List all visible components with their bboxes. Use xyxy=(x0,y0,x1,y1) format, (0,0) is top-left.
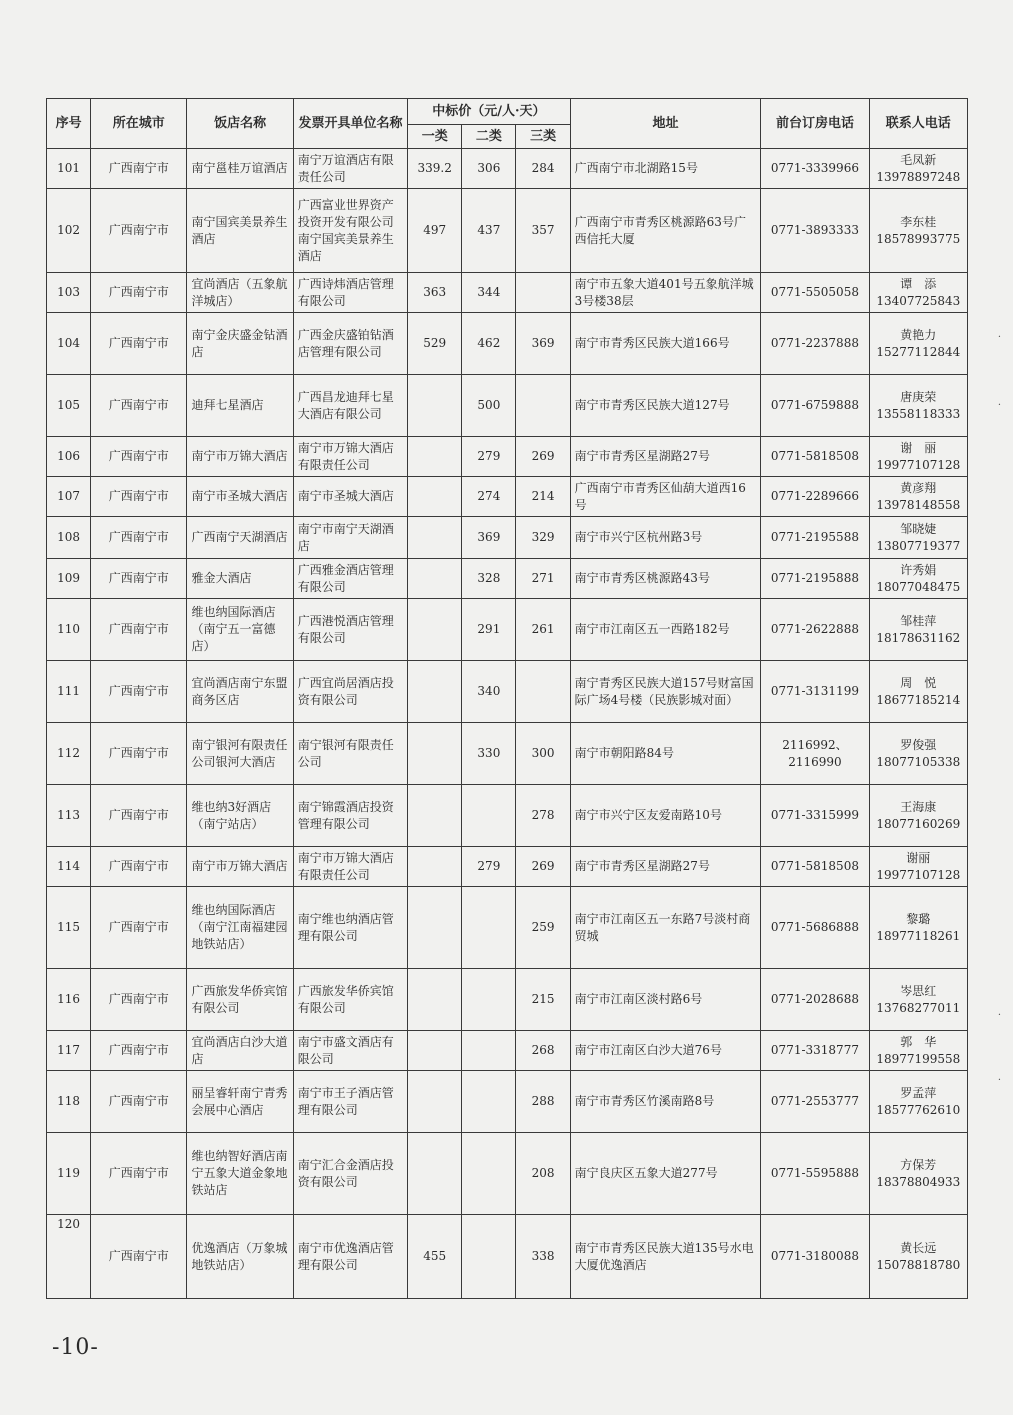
header-class1: 一类 xyxy=(408,125,462,149)
contact-phone: 18077048475 xyxy=(876,579,961,594)
row-front-desk-phone: 0771-5818508 xyxy=(761,847,869,887)
row-seq: 109 xyxy=(47,559,91,599)
row-contact xyxy=(869,1215,967,1299)
row-price-class2: 328 xyxy=(462,559,516,599)
row-price-class1 xyxy=(408,661,462,723)
row-address: 南宁市青秀区星湖路27号 xyxy=(570,847,761,887)
row-hotel-name: 南宁银河有限责任公司银河大酒店 xyxy=(187,723,293,785)
row-invoice-unit: 南宁汇合金酒店投资有限公司 xyxy=(293,1133,407,1215)
row-price-class2 xyxy=(462,887,516,969)
row-address: 南宁市江南区淡村路6号 xyxy=(570,969,761,1031)
row-seq: 120 xyxy=(47,1215,91,1299)
contact-phone: 13558118333 xyxy=(876,406,961,421)
row-hotel-name: 南宁市万锦大酒店 xyxy=(187,847,293,887)
row-front-desk-phone: 0771-3339966 xyxy=(761,149,869,189)
row-contact xyxy=(869,847,967,887)
contact-phone: 18178631162 xyxy=(876,630,961,645)
contact-name: 王海康 xyxy=(900,799,937,814)
table-row xyxy=(47,1031,968,1071)
row-city: 广西南宁市 xyxy=(91,559,187,599)
row-hotel-name: 雅金大酒店 xyxy=(187,559,293,599)
row-city: 广西南宁市 xyxy=(91,437,187,477)
row-price-class3: 357 xyxy=(516,189,570,273)
table-row xyxy=(47,661,968,723)
row-seq: 115 xyxy=(47,887,91,969)
row-hotel-name: 丽呈睿轩南宁青秀会展中心酒店 xyxy=(187,1071,293,1133)
row-hotel-name: 宜尚酒店白沙大道店 xyxy=(187,1031,293,1071)
contact-phone: 19977107128 xyxy=(876,867,961,882)
row-seq: 101 xyxy=(47,149,91,189)
row-address: 南宁市青秀区桃源路43号 xyxy=(570,559,761,599)
page-number: -10- xyxy=(52,1335,99,1360)
row-price-class1 xyxy=(408,375,462,437)
scan-speck: · xyxy=(997,400,1001,411)
row-price-class3 xyxy=(516,273,570,313)
contact-phone: 18077105338 xyxy=(876,754,961,769)
header-class3: 三类 xyxy=(516,125,570,149)
row-address: 南宁市青秀区民族大道127号 xyxy=(570,375,761,437)
row-invoice-unit: 南宁市万锦大酒店有限责任公司 xyxy=(293,847,407,887)
row-hotel-name: 南宁市万锦大酒店 xyxy=(187,437,293,477)
contact-phone: 18977199558 xyxy=(876,1051,961,1066)
row-price-class1 xyxy=(408,517,462,559)
row-front-desk-phone: 0771-2195888 xyxy=(761,559,869,599)
row-city: 广西南宁市 xyxy=(91,969,187,1031)
contact-name: 邹桂萍 xyxy=(900,613,937,628)
row-address: 广西南宁市青秀区桃源路63号广西信托大厦 xyxy=(570,189,761,273)
row-city: 广西南宁市 xyxy=(91,1215,187,1299)
row-contact xyxy=(869,785,967,847)
row-price-class2: 369 xyxy=(462,517,516,559)
row-address: 南宁市江南区五一东路7号淡村商贸城 xyxy=(570,887,761,969)
scan-speck: · xyxy=(997,332,1001,343)
row-price-class2: 291 xyxy=(462,599,516,661)
row-contact xyxy=(869,273,967,313)
row-price-class3: 215 xyxy=(516,969,570,1031)
row-contact xyxy=(869,887,967,969)
row-contact xyxy=(869,661,967,723)
row-invoice-unit: 广西金庆盛铂钻酒店管理有限公司 xyxy=(293,313,407,375)
row-price-class3: 284 xyxy=(516,149,570,189)
row-city: 广西南宁市 xyxy=(91,517,187,559)
contact-phone: 19977107128 xyxy=(876,457,961,472)
contact-phone: 18077160269 xyxy=(876,816,961,831)
contact-name: 岑思红 xyxy=(900,983,937,998)
header-front-desk-phone: 前台订房电话 xyxy=(761,99,869,149)
table-row xyxy=(47,785,968,847)
header-class2: 二类 xyxy=(462,125,516,149)
row-contact xyxy=(869,437,967,477)
row-invoice-unit: 广西昌龙迪拜七星大酒店有限公司 xyxy=(293,375,407,437)
row-price-class3: 214 xyxy=(516,477,570,517)
row-invoice-unit: 广西诗炜酒店管理有限公司 xyxy=(293,273,407,313)
row-city: 广西南宁市 xyxy=(91,723,187,785)
row-price-class1 xyxy=(408,969,462,1031)
row-seq: 114 xyxy=(47,847,91,887)
row-front-desk-phone: 0771-5505058 xyxy=(761,273,869,313)
row-front-desk-phone: 0771-5818508 xyxy=(761,437,869,477)
header-price-group: 中标价（元/人·天） xyxy=(408,99,571,125)
row-hotel-name: 维也纳智好酒店南宁五象大道金象地铁站店 xyxy=(187,1133,293,1215)
row-invoice-unit: 南宁维也纳酒店管理有限公司 xyxy=(293,887,407,969)
table-row xyxy=(47,375,968,437)
row-front-desk-phone: 0771-3315999 xyxy=(761,785,869,847)
row-contact xyxy=(869,477,967,517)
table-row xyxy=(47,149,968,189)
row-price-class3: 269 xyxy=(516,847,570,887)
contact-name: 谭 添 xyxy=(900,276,937,291)
row-price-class1 xyxy=(408,847,462,887)
table-row xyxy=(47,313,968,375)
row-front-desk-phone: 0771-2553777 xyxy=(761,1071,869,1133)
table-row xyxy=(47,599,968,661)
contact-phone: 18577762610 xyxy=(876,1102,961,1117)
row-price-class2: 500 xyxy=(462,375,516,437)
row-city: 广西南宁市 xyxy=(91,661,187,723)
table-row xyxy=(47,1071,968,1133)
row-invoice-unit: 广西港悦酒店管理有限公司 xyxy=(293,599,407,661)
row-hotel-name: 南宁金庆盛金钻酒店 xyxy=(187,313,293,375)
row-price-class3: 369 xyxy=(516,313,570,375)
row-price-class1: 363 xyxy=(408,273,462,313)
row-city: 广西南宁市 xyxy=(91,785,187,847)
row-price-class1 xyxy=(408,1071,462,1133)
table-body xyxy=(47,149,968,1299)
row-price-class2 xyxy=(462,1071,516,1133)
row-seq: 104 xyxy=(47,313,91,375)
contact-name: 黄艳力 xyxy=(900,327,937,342)
row-city: 广西南宁市 xyxy=(91,189,187,273)
row-address: 南宁市青秀区竹溪南路8号 xyxy=(570,1071,761,1133)
row-contact xyxy=(869,723,967,785)
row-seq: 111 xyxy=(47,661,91,723)
contact-name: 周 悦 xyxy=(900,675,937,690)
row-price-class2 xyxy=(462,969,516,1031)
row-price-class1: 497 xyxy=(408,189,462,273)
row-address: 南宁市江南区五一西路182号 xyxy=(570,599,761,661)
row-front-desk-phone: 0771-2289666 xyxy=(761,477,869,517)
row-price-class1 xyxy=(408,1031,462,1071)
row-front-desk-phone: 0771-2028688 xyxy=(761,969,869,1031)
row-city: 广西南宁市 xyxy=(91,887,187,969)
row-price-class3: 208 xyxy=(516,1133,570,1215)
row-city: 广西南宁市 xyxy=(91,273,187,313)
row-invoice-unit: 南宁市南宁天湖酒店 xyxy=(293,517,407,559)
row-contact xyxy=(869,969,967,1031)
row-front-desk-phone: 0771-2237888 xyxy=(761,313,869,375)
row-hotel-name: 南宁国宾美景养生酒店 xyxy=(187,189,293,273)
row-contact xyxy=(869,1031,967,1071)
row-address: 南宁市青秀区民族大道166号 xyxy=(570,313,761,375)
header-invoice-unit: 发票开具单位名称 xyxy=(293,99,407,149)
row-hotel-name: 南宁市圣城大酒店 xyxy=(187,477,293,517)
table-row xyxy=(47,437,968,477)
row-price-class2 xyxy=(462,1031,516,1071)
contact-phone: 18677185214 xyxy=(876,692,961,707)
table-row xyxy=(47,189,968,273)
header-hotel-name: 饭店名称 xyxy=(187,99,293,149)
row-address: 南宁良庆区五象大道277号 xyxy=(570,1133,761,1215)
row-price-class3: 259 xyxy=(516,887,570,969)
contact-phone: 18378804933 xyxy=(876,1174,961,1189)
contact-name: 毛凤新 xyxy=(900,152,937,167)
row-city: 广西南宁市 xyxy=(91,477,187,517)
hotel-price-table xyxy=(46,98,968,1299)
row-contact xyxy=(869,189,967,273)
contact-name: 邹晓婕 xyxy=(900,521,937,536)
row-invoice-unit: 广西雅金酒店管理有限公司 xyxy=(293,559,407,599)
row-price-class3: 329 xyxy=(516,517,570,559)
row-invoice-unit: 南宁市优逸酒店管理有限公司 xyxy=(293,1215,407,1299)
contact-name: 谢丽 xyxy=(906,850,931,865)
table-row xyxy=(47,1133,968,1215)
header-contact-phone: 联系人电话 xyxy=(869,99,967,149)
row-price-class3: 338 xyxy=(516,1215,570,1299)
table-row xyxy=(47,273,968,313)
row-address: 南宁青秀区民族大道157号财富国际广场4号楼（民族影城对面） xyxy=(570,661,761,723)
contact-name: 谢 丽 xyxy=(900,440,937,455)
row-price-class2: 279 xyxy=(462,437,516,477)
contact-name: 罗俊强 xyxy=(900,737,937,752)
row-price-class2: 306 xyxy=(462,149,516,189)
row-invoice-unit: 南宁市王子酒店管理有限公司 xyxy=(293,1071,407,1133)
contact-phone: 15277112844 xyxy=(876,344,961,359)
row-hotel-name: 广西南宁天湖酒店 xyxy=(187,517,293,559)
row-front-desk-phone: 0771-5595888 xyxy=(761,1133,869,1215)
row-invoice-unit: 广西富业世界资产投资开发有限公司南宁国宾美景养生酒店 xyxy=(293,189,407,273)
row-address: 南宁市五象大道401号五象航洋城3号楼38层 xyxy=(570,273,761,313)
row-hotel-name: 宜尚酒店（五象航洋城店） xyxy=(187,273,293,313)
row-price-class2: 330 xyxy=(462,723,516,785)
row-contact xyxy=(869,559,967,599)
row-invoice-unit: 南宁锦霞酒店投资管理有限公司 xyxy=(293,785,407,847)
header-seq: 序号 xyxy=(47,99,91,149)
row-front-desk-phone: 0771-2195588 xyxy=(761,517,869,559)
row-front-desk-phone: 0771-2622888 xyxy=(761,599,869,661)
row-seq: 103 xyxy=(47,273,91,313)
row-hotel-name: 广西旅发华侨宾馆有限公司 xyxy=(187,969,293,1031)
row-seq: 107 xyxy=(47,477,91,517)
row-price-class3: 300 xyxy=(516,723,570,785)
row-contact xyxy=(869,149,967,189)
header-city: 所在城市 xyxy=(91,99,187,149)
contact-name: 方保芳 xyxy=(900,1157,937,1172)
contact-name: 唐庚荣 xyxy=(900,389,937,404)
row-city: 广西南宁市 xyxy=(91,847,187,887)
row-hotel-name: 维也纳国际酒店（南宁五一富德店） xyxy=(187,599,293,661)
row-city: 广西南宁市 xyxy=(91,599,187,661)
row-price-class3: 269 xyxy=(516,437,570,477)
row-invoice-unit: 南宁市圣城大酒店 xyxy=(293,477,407,517)
row-address: 广西南宁市北湖路15号 xyxy=(570,149,761,189)
row-hotel-name: 南宁邕桂万谊酒店 xyxy=(187,149,293,189)
row-seq: 113 xyxy=(47,785,91,847)
row-price-class1 xyxy=(408,437,462,477)
table-row xyxy=(47,477,968,517)
row-price-class1 xyxy=(408,477,462,517)
row-price-class1: 339.2 xyxy=(408,149,462,189)
contact-name: 黄长远 xyxy=(900,1240,937,1255)
row-seq: 117 xyxy=(47,1031,91,1071)
header-address: 地址 xyxy=(570,99,761,149)
row-price-class2 xyxy=(462,785,516,847)
row-price-class1 xyxy=(408,599,462,661)
contact-name: 许秀娟 xyxy=(900,562,937,577)
row-price-class2: 279 xyxy=(462,847,516,887)
row-seq: 110 xyxy=(47,599,91,661)
contact-name: 郭 华 xyxy=(900,1034,937,1049)
row-hotel-name: 维也纳3好酒店（南宁站店） xyxy=(187,785,293,847)
row-front-desk-phone: 2116992、2116990 xyxy=(761,723,869,785)
contact-phone: 18578993775 xyxy=(876,231,961,246)
contact-phone: 15078818780 xyxy=(876,1257,961,1272)
row-address: 南宁市兴宁区杭州路3号 xyxy=(570,517,761,559)
table-row xyxy=(47,847,968,887)
row-seq: 108 xyxy=(47,517,91,559)
table-row xyxy=(47,969,968,1031)
row-price-class1 xyxy=(408,887,462,969)
row-price-class2: 344 xyxy=(462,273,516,313)
row-invoice-unit: 南宁市万锦大酒店有限责任公司 xyxy=(293,437,407,477)
row-price-class3: 268 xyxy=(516,1031,570,1071)
row-front-desk-phone: 0771-3893333 xyxy=(761,189,869,273)
row-price-class1 xyxy=(408,723,462,785)
row-address: 南宁市青秀区星湖路27号 xyxy=(570,437,761,477)
row-price-class2 xyxy=(462,1133,516,1215)
row-seq: 118 xyxy=(47,1071,91,1133)
row-front-desk-phone: 0771-3318777 xyxy=(761,1031,869,1071)
row-seq: 112 xyxy=(47,723,91,785)
row-address: 南宁市兴宁区友爱南路10号 xyxy=(570,785,761,847)
row-invoice-unit: 广西旅发华侨宾馆有限公司 xyxy=(293,969,407,1031)
row-hotel-name: 迪拜七星酒店 xyxy=(187,375,293,437)
row-front-desk-phone: 0771-3180088 xyxy=(761,1215,869,1299)
row-contact xyxy=(869,313,967,375)
row-price-class3 xyxy=(516,661,570,723)
row-price-class1 xyxy=(408,1133,462,1215)
row-city: 广西南宁市 xyxy=(91,313,187,375)
row-front-desk-phone: 0771-5686888 xyxy=(761,887,869,969)
contact-name: 黎璐 xyxy=(906,911,931,926)
table-row xyxy=(47,517,968,559)
contact-phone: 13807719377 xyxy=(876,538,961,553)
row-hotel-name: 宜尚酒店南宁东盟商务区店 xyxy=(187,661,293,723)
row-address: 广西南宁市青秀区仙葫大道西16号 xyxy=(570,477,761,517)
row-price-class1 xyxy=(408,785,462,847)
row-invoice-unit: 南宁市盛文酒店有限公司 xyxy=(293,1031,407,1071)
table-row xyxy=(47,723,968,785)
row-seq: 119 xyxy=(47,1133,91,1215)
row-contact xyxy=(869,1133,967,1215)
row-hotel-name: 维也纳国际酒店（南宁江南福建园地铁站店） xyxy=(187,887,293,969)
row-price-class1: 455 xyxy=(408,1215,462,1299)
contact-name: 李东桂 xyxy=(900,214,937,229)
row-city: 广西南宁市 xyxy=(91,149,187,189)
table-row xyxy=(47,887,968,969)
contact-phone: 13407725843 xyxy=(876,293,961,308)
row-contact xyxy=(869,1071,967,1133)
row-price-class2: 437 xyxy=(462,189,516,273)
row-city: 广西南宁市 xyxy=(91,1071,187,1133)
row-price-class3: 278 xyxy=(516,785,570,847)
row-address: 南宁市青秀区民族大道135号水电大厦优逸酒店 xyxy=(570,1215,761,1299)
row-price-class1: 529 xyxy=(408,313,462,375)
row-city: 广西南宁市 xyxy=(91,1031,187,1071)
scan-speck: · xyxy=(997,1075,1001,1086)
row-seq: 102 xyxy=(47,189,91,273)
contact-phone: 13768277011 xyxy=(876,1000,961,1015)
row-invoice-unit: 广西宜尚居酒店投资有限公司 xyxy=(293,661,407,723)
row-city: 广西南宁市 xyxy=(91,375,187,437)
contact-phone: 13978148558 xyxy=(876,497,961,512)
row-contact xyxy=(869,599,967,661)
row-front-desk-phone: 0771-6759888 xyxy=(761,375,869,437)
row-seq: 106 xyxy=(47,437,91,477)
row-contact xyxy=(869,517,967,559)
row-contact xyxy=(869,375,967,437)
contact-name: 罗孟萍 xyxy=(900,1085,937,1100)
table-row xyxy=(47,1215,968,1299)
table-row xyxy=(47,559,968,599)
row-invoice-unit: 南宁万谊酒店有限责任公司 xyxy=(293,149,407,189)
contact-phone: 18977118261 xyxy=(876,928,961,943)
row-price-class2 xyxy=(462,1215,516,1299)
row-price-class3: 271 xyxy=(516,559,570,599)
row-address: 南宁市江南区白沙大道76号 xyxy=(570,1031,761,1071)
row-price-class2: 340 xyxy=(462,661,516,723)
row-price-class3 xyxy=(516,375,570,437)
row-hotel-name: 优逸酒店（万象城地铁站店） xyxy=(187,1215,293,1299)
contact-name: 黄彦翔 xyxy=(900,480,937,495)
row-city: 广西南宁市 xyxy=(91,1133,187,1215)
row-invoice-unit: 南宁银河有限责任公司 xyxy=(293,723,407,785)
row-seq: 116 xyxy=(47,969,91,1031)
scan-speck: · xyxy=(997,1010,1001,1021)
row-price-class1 xyxy=(408,559,462,599)
row-front-desk-phone: 0771-3131199 xyxy=(761,661,869,723)
row-price-class2: 462 xyxy=(462,313,516,375)
row-price-class3: 288 xyxy=(516,1071,570,1133)
row-price-class2: 274 xyxy=(462,477,516,517)
row-seq: 105 xyxy=(47,375,91,437)
row-address: 南宁市朝阳路84号 xyxy=(570,723,761,785)
row-price-class3: 261 xyxy=(516,599,570,661)
contact-phone: 13978897248 xyxy=(876,169,961,184)
